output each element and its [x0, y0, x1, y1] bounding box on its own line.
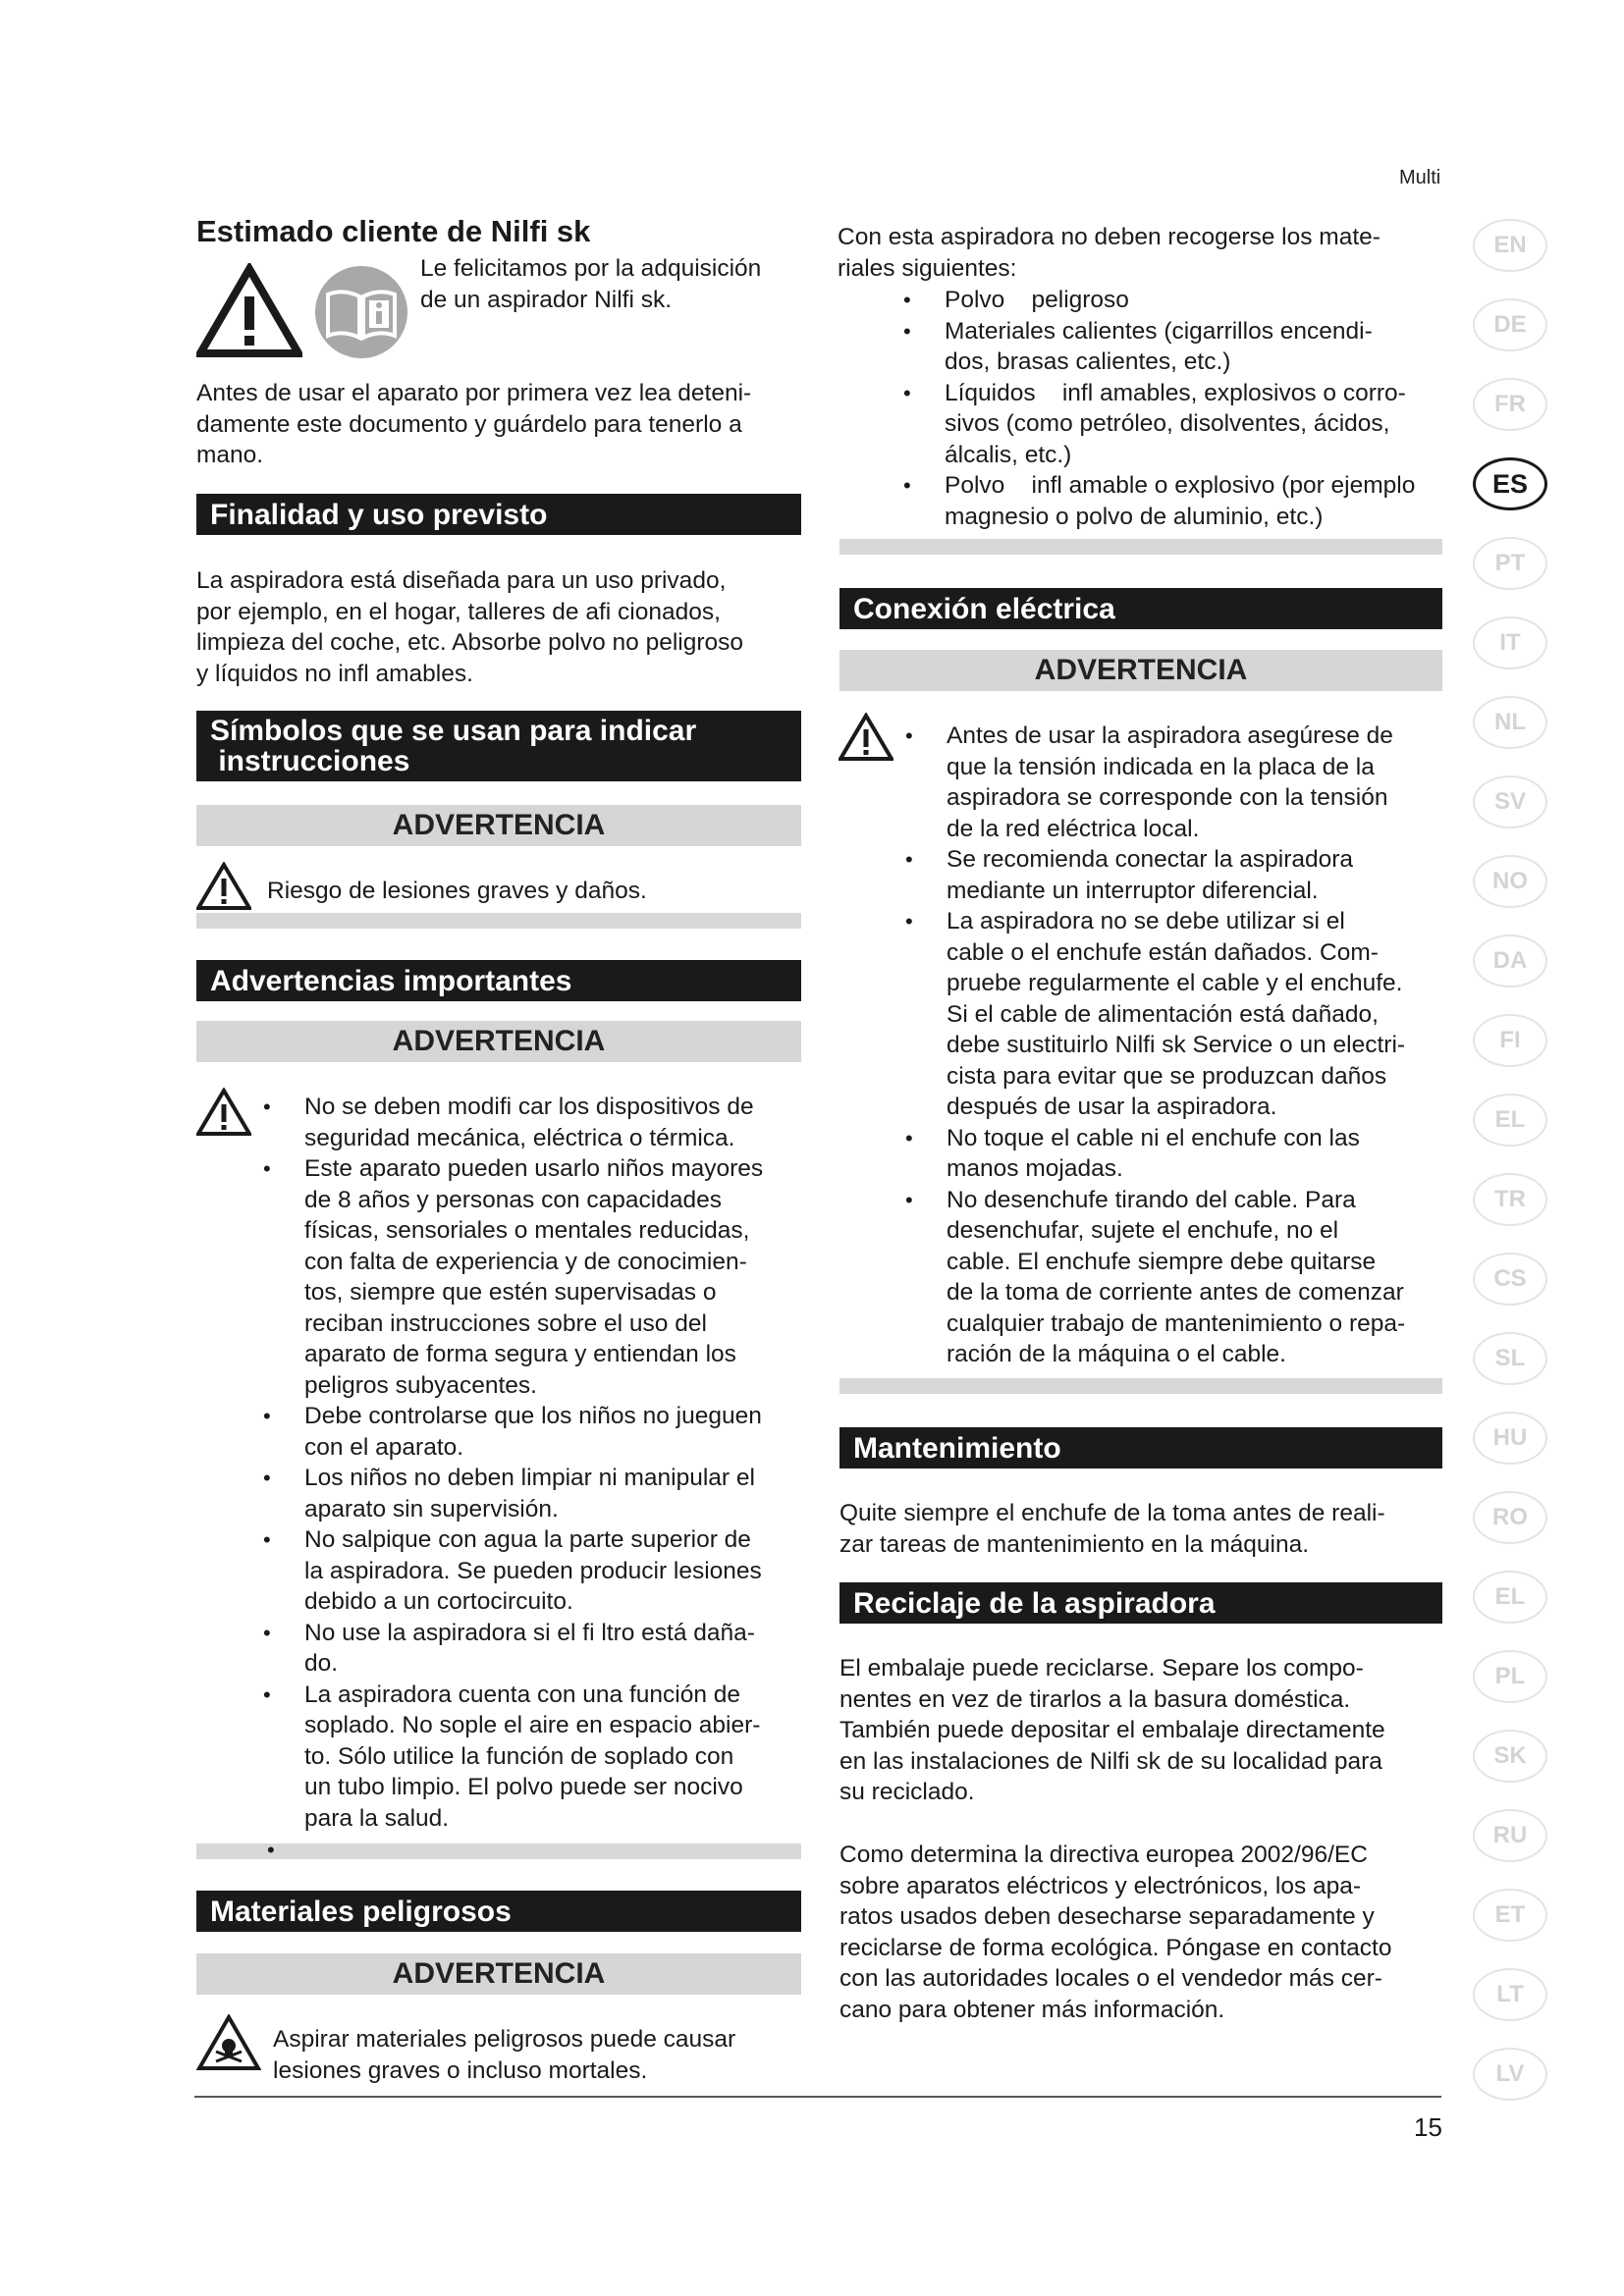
lang-tab-ru[interactable]: RU [1473, 1809, 1547, 1862]
list-item: • Los niños no deben limpiar ni manipular el aparato sin supervisión. [259, 1463, 809, 1524]
purpose-text: La aspiradora está diseñada para un uso privado, por ejemplo, en el hogar, talleres de afi cionados, limpieza del coche, etc. Absorbe polvo no peligroso y líquidos no infl amables. [196, 567, 744, 687]
lang-tab-de[interactable]: DE [1473, 298, 1547, 351]
lang-tab-lv[interactable]: LV [1473, 2048, 1547, 2101]
warning-triangle-icon [196, 263, 302, 357]
warning-triangle-icon [196, 862, 251, 911]
no-collect-intro: Con esta aspiradora no deben recogerse los mate- riales siguientes: [838, 224, 1380, 282]
divider [839, 1378, 1442, 1394]
section-heading-important: Advertencias importantes [196, 960, 801, 1001]
lang-tab-da[interactable]: DA [1473, 934, 1547, 988]
page-title: Estimado cliente de Nilfi sk [196, 214, 591, 248]
lang-tab-et[interactable]: ET [1473, 1889, 1547, 1942]
lang-tab-pl[interactable]: PL [1473, 1650, 1547, 1703]
section-heading-purpose: Finalidad y uso previsto [196, 494, 801, 535]
section-heading-hazard: Materiales peligrosos [196, 1891, 801, 1932]
important-warnings-list [259, 1092, 809, 1834]
section-heading-electrical: Conexión eléctrica [839, 588, 1442, 629]
symbols-text: Riesgo de lesiones graves y daños. [267, 878, 647, 904]
lang-tab-pt[interactable]: PT [1473, 537, 1547, 590]
lang-tab-fi[interactable]: FI [1473, 1014, 1547, 1067]
toxic-hazard-icon [196, 2014, 261, 2071]
warning-label: ADVERTENCIA [839, 650, 1442, 691]
intro-text: Le felicitamos por la adquisición de un aspirador Nilfi sk. [420, 255, 762, 313]
list-item: • Antes de usar la aspiradora asegúrese de que la tensión indicada en la placa de la aspiradora se corresponde con la tensión de la red eléctrica local. [901, 721, 1461, 844]
lang-tab-no[interactable]: NO [1473, 855, 1547, 908]
no-collect-list [899, 285, 1459, 532]
list-item: • Materiales calientes (cigarrillos encendi- dos, brasas calientes, etc.) [899, 316, 1459, 378]
warning-label: ADVERTENCIA [196, 1953, 801, 1995]
section-heading-maintenance: Mantenimiento [839, 1427, 1442, 1468]
empty-bullet: • [267, 1838, 275, 1862]
divider [196, 1843, 801, 1859]
lang-tab-lt[interactable]: LT [1473, 1968, 1547, 2021]
section-heading-symbols: Símbolos que se usan para indicar instrucciones [196, 711, 801, 781]
lang-tab-cs[interactable]: CS [1473, 1253, 1547, 1306]
list-item: • La aspiradora cuenta con una función de soplado. No sople el aire en espacio abier- to. Sólo utilice la función de soplado con un tubo limpio. El polvo puede ser nocivo para la salud. [259, 1680, 809, 1835]
lang-tab-en[interactable]: EN [1473, 219, 1547, 272]
divider [196, 913, 801, 929]
lang-tab-ro[interactable]: RO [1473, 1491, 1547, 1544]
header-label: Multi [1399, 167, 1441, 188]
recycling-text-1: El embalaje puede reciclarse. Separe los compo- nentes en vez de tirarlos a la basura doméstica. También puede depositar el embalaje directamente en las instalaciones de Nilfi sk de su localidad para su reciclado. [839, 1655, 1385, 1805]
lang-tab-tr[interactable]: TR [1473, 1173, 1547, 1226]
warning-triangle-icon [196, 1088, 251, 1137]
warning-label: ADVERTENCIA [196, 805, 801, 846]
warning-label: ADVERTENCIA [196, 1021, 801, 1062]
list-item: • Polvo peligroso [899, 285, 1459, 316]
list-item: • La aspiradora no se debe utilizar si el cable o el enchufe están dañados. Com- pruebe regularmente el cable y el enchufe. Si el cable de alimentación está dañado, debe sustituirlo Nilfi sk Service o un electri- cista para evitar que se produzcan daños después de usar la aspiradora. [901, 906, 1461, 1123]
before-use-text: Antes de usar el aparato por primera vez lea deteni- damente este documento y guárdelo para tenerlo a mano. [196, 380, 752, 468]
read-manual-icon [314, 265, 408, 359]
lang-tab-el[interactable]: EL [1473, 1094, 1547, 1147]
lang-tab-sl[interactable]: SL [1473, 1332, 1547, 1385]
section-heading-recycling: Reciclaje de la aspiradora [839, 1582, 1442, 1624]
hazard-text: Aspirar materiales peligrosos puede causar lesiones graves o incluso mortales. [273, 2026, 736, 2084]
list-item: • Se recomienda conectar la aspiradora mediante un interruptor diferencial. [901, 844, 1461, 906]
list-item: • Líquidos infl amables, explosivos o corro- sivos (como petróleo, disolventes, ácidos, álcalis, etc.) [899, 378, 1459, 471]
lang-tab-fr[interactable]: FR [1473, 378, 1547, 431]
lang-tab-nl[interactable]: NL [1473, 696, 1547, 749]
list-item: • No desenchufe tirando del cable. Para desenchufar, sujete el enchufe, no el cable. El enchufe siempre debe quitarse de la toma de corriente antes de comenzar cualquier trabajo de mantenimiento o repa- ración de la máquina o el cable. [901, 1185, 1461, 1370]
lang-tab-el-2[interactable]: EL [1473, 1571, 1547, 1624]
footer-rule [194, 2096, 1441, 2098]
list-item: • Este aparato pueden usarlo niños mayores de 8 años y personas con capacidades físicas, sensoriales o mentales reducidas, con falta de experiencia y de conocimien- tos, siempre que estén supervisadas o reciban instrucciones sobre el uso del aparato de forma segura y entiendan los peligros subyacentes. [259, 1153, 809, 1401]
lang-tab-hu[interactable]: HU [1473, 1412, 1547, 1465]
warning-triangle-icon [839, 713, 893, 762]
lang-tab-sk[interactable]: SK [1473, 1730, 1547, 1783]
list-item: • No toque el cable ni el enchufe con las manos mojadas. [901, 1123, 1461, 1185]
list-item: • Debe controlarse que los niños no jueguen con el aparato. [259, 1401, 809, 1463]
maintenance-text: Quite siempre el enchufe de la toma antes de reali- zar tareas de mantenimiento en la máquina. [839, 1500, 1385, 1558]
list-item: • No se deben modifi car los dispositivos de seguridad mecánica, eléctrica o térmica. [259, 1092, 809, 1153]
lang-tab-es[interactable]: ES [1473, 457, 1547, 510]
list-item: • Polvo infl amable o explosivo (por ejemplo magnesio o polvo de aluminio, etc.) [899, 470, 1459, 532]
divider [839, 539, 1442, 555]
page-number: 15 [1414, 2112, 1442, 2142]
lang-tab-it[interactable]: IT [1473, 616, 1547, 669]
recycling-text-2: Como determina la directiva europea 2002/96/EC sobre aparatos eléctricos y electrónicos, los apa- ratos usados deben desecharse separadamente y reciclarse de forma ecológica. Póngase en contacto con las autoridades locales o el vendedor más cer- cano para obtener más información. [839, 1842, 1392, 2023]
list-item: • No use la aspiradora si el fi ltro está daña- do. [259, 1618, 809, 1680]
electrical-warnings-list [901, 721, 1461, 1370]
list-item: • No salpique con agua la parte superior de la aspiradora. Se pueden producir lesiones debido a un cortocircuito. [259, 1524, 809, 1618]
lang-tab-sv[interactable]: SV [1473, 775, 1547, 828]
